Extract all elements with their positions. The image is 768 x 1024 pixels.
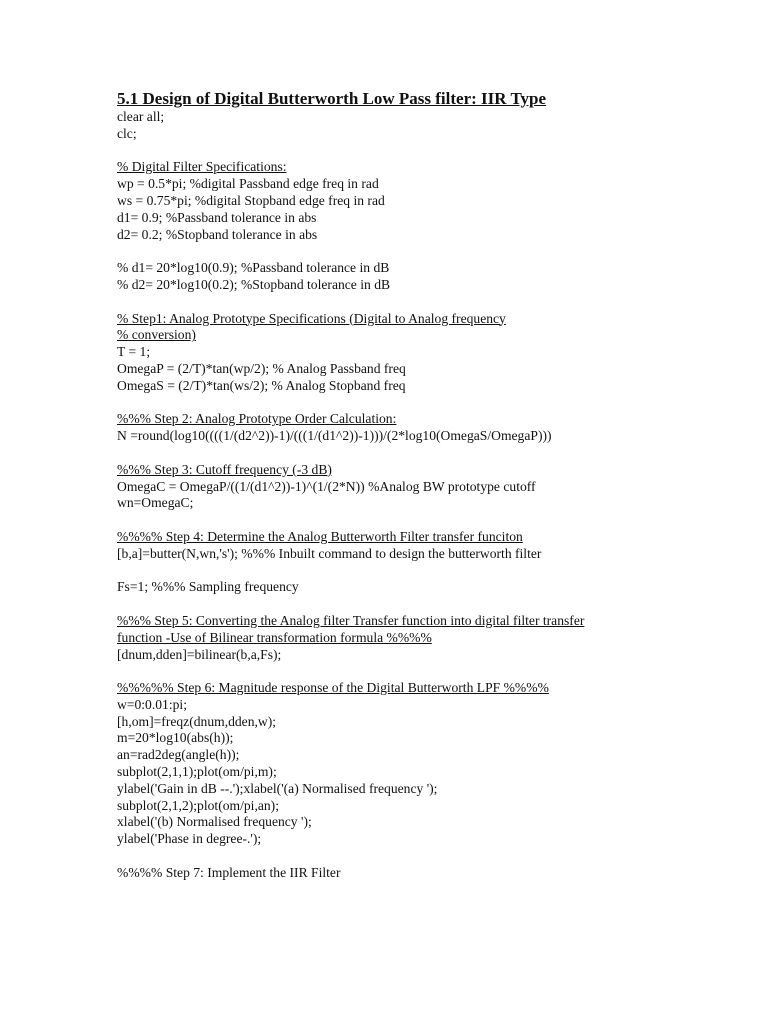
code-line: Fs=1; %%% Sampling frequency bbox=[117, 579, 299, 595]
code-line: OmegaC = OmegaP/((1/(d1^2))-1)^(1/(2*N)) %Analog BW prototype cutoff bbox=[117, 478, 536, 494]
code-line: ylabel('Gain in dB --.');xlabel('(a) Normalised frequency '); bbox=[117, 780, 438, 796]
code-line: wp = 0.5*pi; %digital Passband edge freq in rad bbox=[117, 176, 379, 192]
code-line: T = 1; bbox=[117, 344, 151, 360]
section-heading-line: function -Use of Bilinear transformation formula %%%% bbox=[117, 629, 432, 645]
code-line: [dnum,dden]=bilinear(b,a,Fs); bbox=[117, 646, 282, 662]
code-line: an=rad2deg(angle(h)); bbox=[117, 747, 240, 763]
code-line: % d1= 20*log10(0.9); %Passband tolerance in dB bbox=[117, 260, 390, 276]
code-line: d2= 0.2; %Stopband tolerance in abs bbox=[117, 226, 318, 242]
blank-line bbox=[117, 143, 737, 160]
code-line: wn=OmegaC; bbox=[117, 495, 194, 511]
code-line: [h,om]=freqz(dnum,dden,w); bbox=[117, 713, 277, 729]
code-line: % d2= 20*log10(0.2); %Stopband tolerance in dB bbox=[117, 276, 391, 292]
blank-line bbox=[117, 596, 737, 613]
code-line: N =round(log10((((1/(d2^2))-1)/(((1/(d1^2))-1)))/(2*log10(OmegaS/OmegaP))) bbox=[117, 428, 552, 444]
code-line: w=0:0.01:pi; bbox=[117, 696, 187, 712]
blank-line bbox=[117, 848, 737, 865]
code-line: OmegaS = (2/T)*tan(ws/2); % Analog Stopband freq bbox=[117, 377, 406, 393]
section-heading-line: %%% Step 3: Cutoff frequency (-3 dB) bbox=[117, 461, 332, 477]
code-line: m=20*log10(abs(h)); bbox=[117, 730, 234, 746]
code-line: [b,a]=butter(N,wn,'s'); %%% Inbuilt command to design the butterworth filter bbox=[117, 545, 542, 561]
section-heading-line: % Step1: Analog Prototype Specifications (Digital to Analog frequency bbox=[117, 310, 506, 326]
section-heading-line: % conversion) bbox=[117, 327, 196, 343]
section-heading-line: %%% Step 2: Analog Prototype Order Calculation: bbox=[117, 411, 397, 427]
code-line: subplot(2,1,1);plot(om/pi,m); bbox=[117, 764, 277, 780]
blank-line bbox=[117, 512, 737, 529]
code-listing bbox=[117, 109, 737, 882]
document-page bbox=[117, 89, 737, 882]
code-line: xlabel('(b) Normalised frequency '); bbox=[117, 814, 312, 830]
code-line: OmegaP = (2/T)*tan(wp/2); % Analog Passband freq bbox=[117, 360, 406, 376]
blank-line bbox=[117, 563, 737, 580]
document-title: 5.1 Design of Digital Butterworth Low Pass filter: IIR Type bbox=[117, 89, 547, 108]
code-line: clear all; bbox=[117, 109, 165, 124]
blank-line bbox=[117, 243, 737, 260]
section-heading-line: %%%% Step 4: Determine the Analog Butterworth Filter transfer funciton bbox=[117, 528, 523, 544]
section-heading-line: %%%%% Step 6: Magnitude response of the Digital Butterworth LPF %%%% bbox=[117, 680, 549, 696]
blank-line bbox=[117, 294, 737, 311]
code-line: ws = 0.75*pi; %digital Stopband edge freq in rad bbox=[117, 192, 385, 208]
blank-line bbox=[117, 395, 737, 412]
section-heading-line: %%% Step 5: Converting the Analog filter Transfer function into digital filter transfer bbox=[117, 612, 585, 628]
code-line: subplot(2,1,2);plot(om/pi,an); bbox=[117, 797, 279, 813]
blank-line bbox=[117, 445, 737, 462]
code-line: %%%% Step 7: Implement the IIR Filter bbox=[117, 864, 341, 880]
blank-line bbox=[117, 663, 737, 680]
code-line: d1= 0.9; %Passband tolerance in abs bbox=[117, 209, 317, 225]
section-heading-line: % Digital Filter Specifications: bbox=[117, 159, 287, 175]
code-line: clc; bbox=[117, 125, 137, 141]
code-line: ylabel('Phase in degree-.'); bbox=[117, 831, 262, 847]
